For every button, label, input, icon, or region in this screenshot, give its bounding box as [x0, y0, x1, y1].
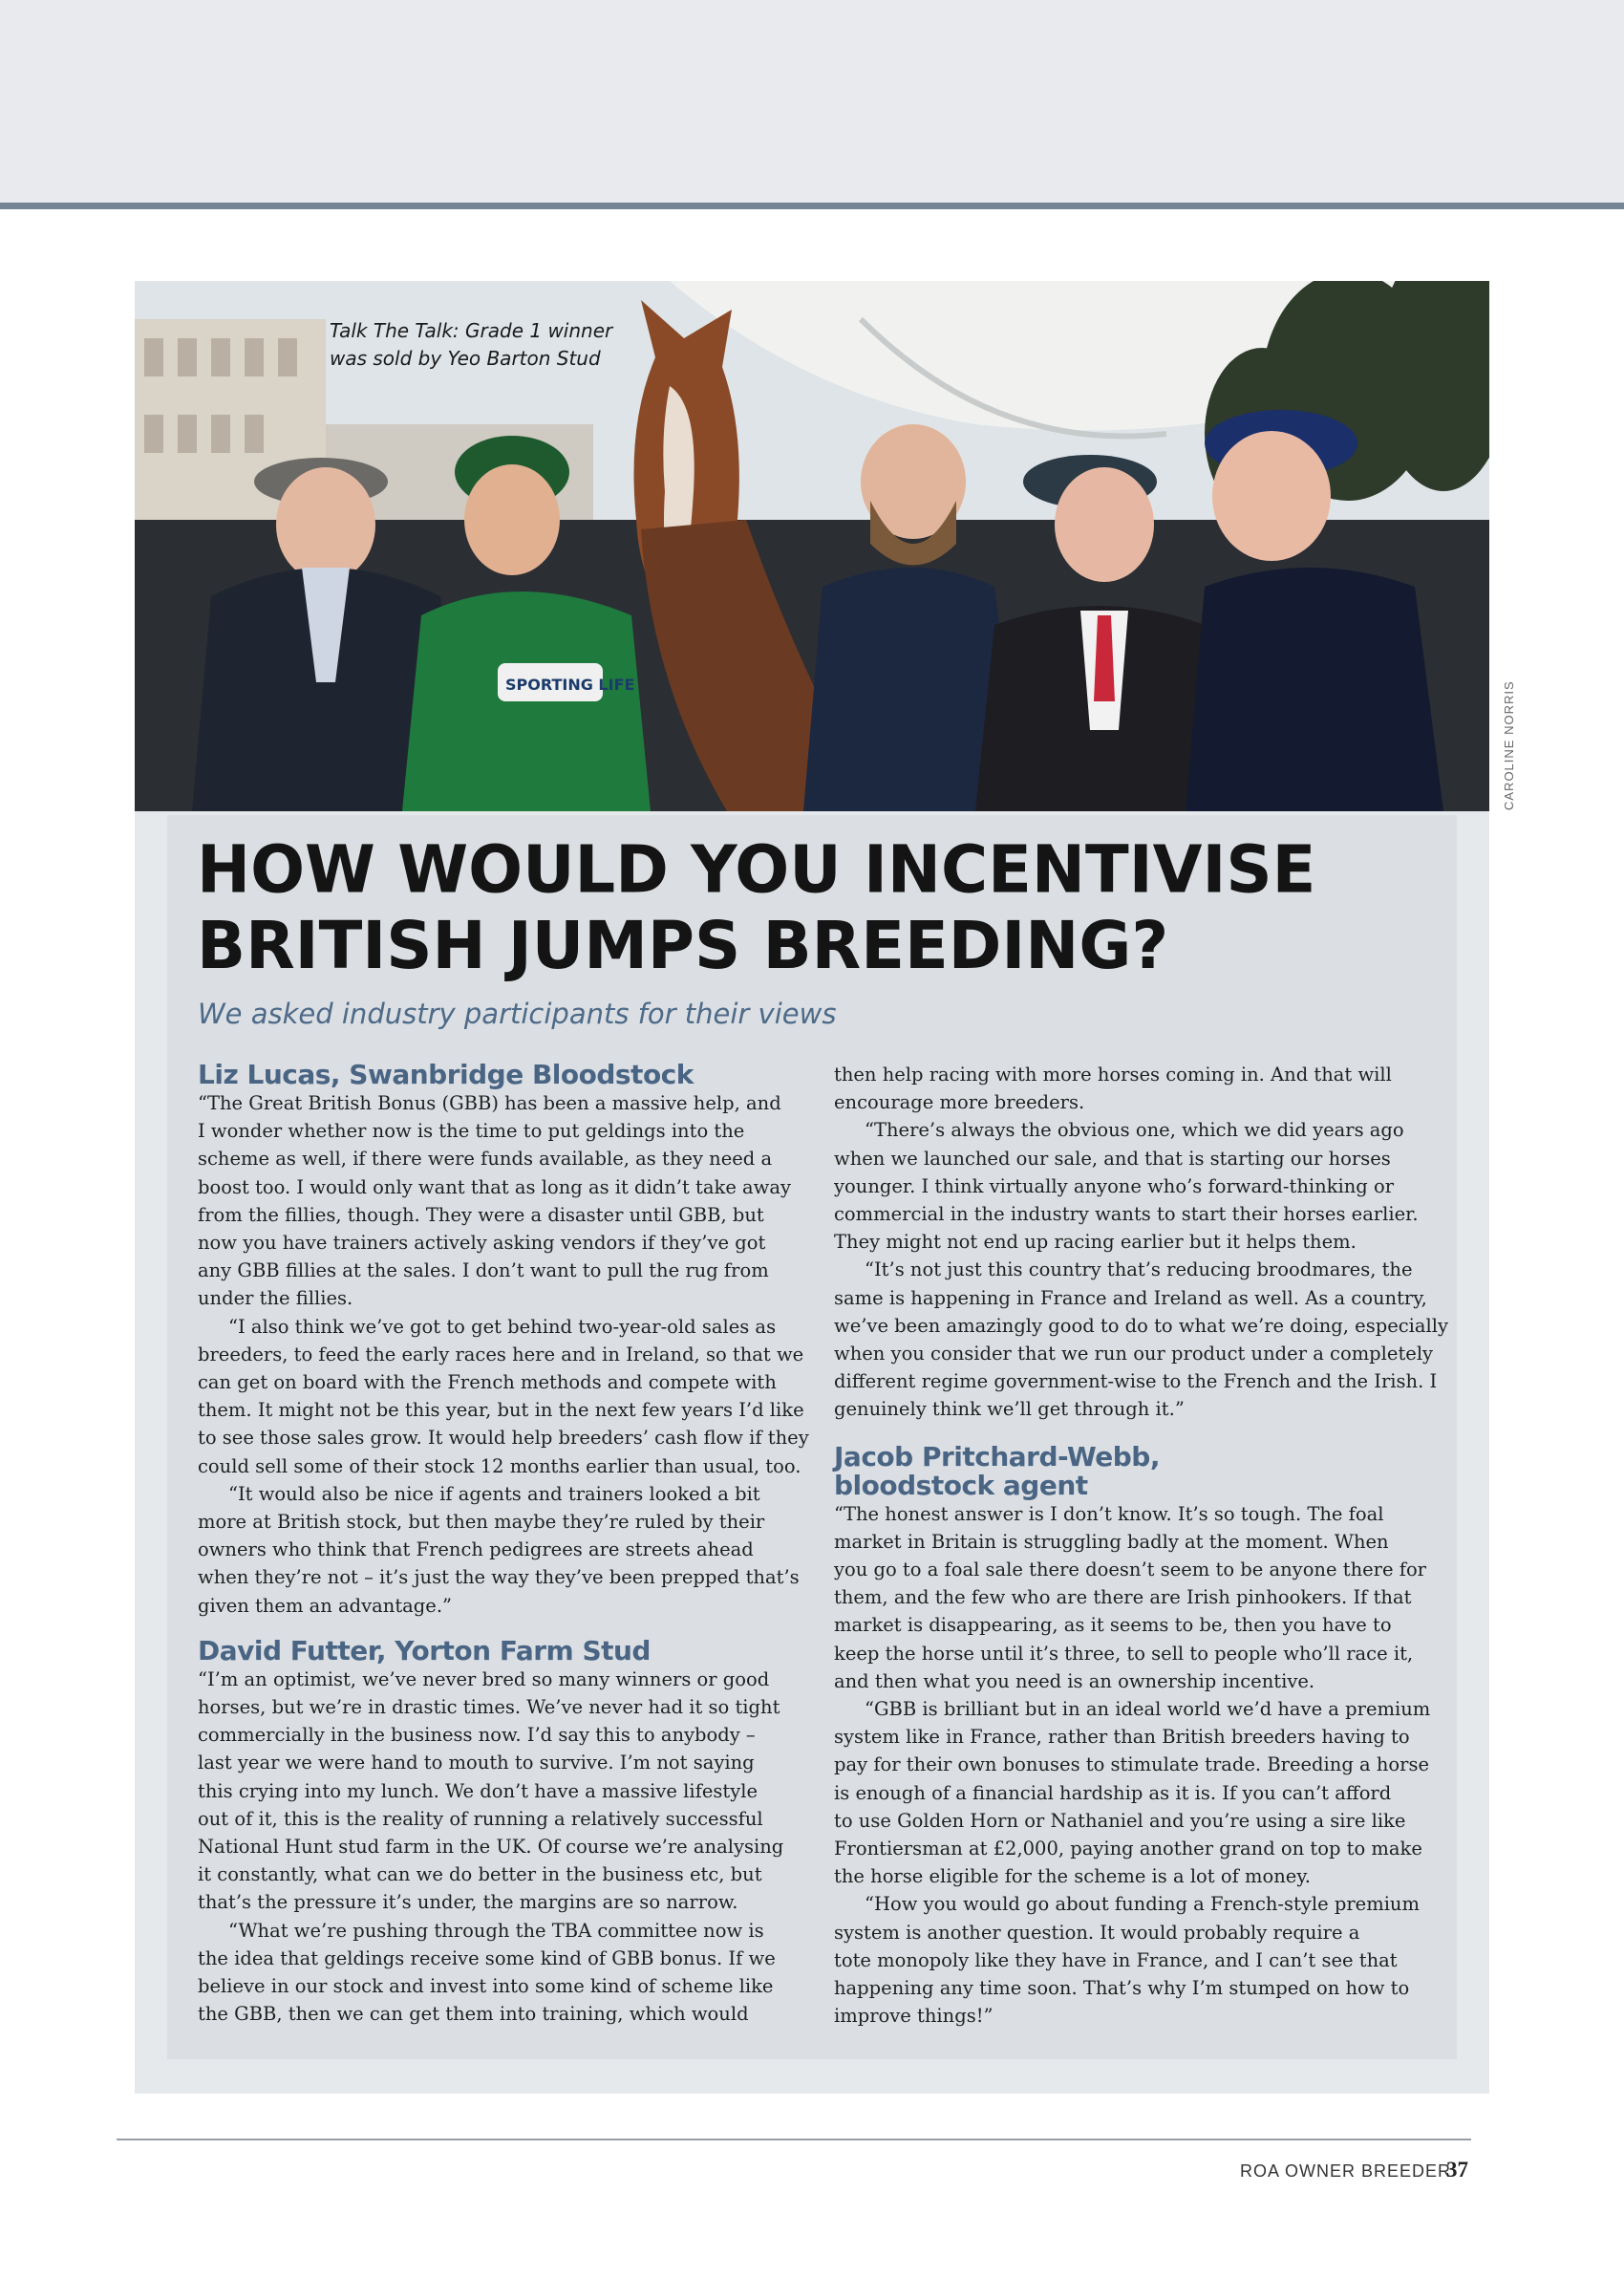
subhead: Liz Lucas, Swanbridge Bloodstock: [198, 1059, 694, 1090]
text-line: market in Britain is struggling badly at the moment. When: [834, 1530, 1389, 1553]
headline: [197, 831, 1458, 983]
text-line: you go to a foal sale there doesn’t seem to be anyone there for: [834, 1559, 1427, 1581]
text-line: is enough of a financial hardship as it is. If you can’t afford: [834, 1781, 1392, 1804]
text-line: when we launched our sale, and that is starting our horses: [834, 1147, 1391, 1170]
text-line: “It’s not just this country that’s reducing broodmares, the: [865, 1258, 1413, 1281]
subhead: Jacob Pritchard-Webb,: [834, 1440, 1160, 1473]
text-line: pay for their own bonuses to stimulate trade. Breeding a horse: [834, 1753, 1430, 1776]
text-line: “There’s always the obvious one, which we did years ago: [865, 1119, 1404, 1142]
text-line: Frontiersman at £2,000, paying another grand on top to make: [834, 1838, 1422, 1860]
publication-name: ROA OWNER BREEDER: [1240, 2161, 1452, 2181]
text-line: “I also think we’ve got to get behind two-year-old sales as: [228, 1315, 777, 1338]
text-line: that’s the pressure it’s under, the margins are so narrow.: [198, 1891, 738, 1914]
text-line: them. It might not be this year, but in the next few years I’d like: [198, 1399, 804, 1422]
text-line: market is disappearing, as it seems to be, then you have to: [834, 1614, 1392, 1637]
text-line: the idea that geldings receive some kind of GBB bonus. If we: [198, 1946, 776, 1969]
text-line: more at British stock, but then maybe they’re ruled by their: [198, 1511, 765, 1534]
text-line: to see those sales grow. It would help breeders’ cash flow if they: [198, 1427, 809, 1450]
headline-line: BRITISH JUMPS BREEDING?: [197, 908, 1169, 984]
text-line: system is another question. It would probably require a: [834, 1921, 1360, 1944]
text-line: I wonder whether now is the time to put geldings into the: [198, 1120, 745, 1143]
text-line: “I’m an optimist, we’ve never bred so many winners or good: [198, 1667, 770, 1690]
silks-text: SPORTING LIFE: [505, 676, 635, 694]
text-line: scheme as well, if there were funds available, as they need a: [198, 1148, 773, 1171]
standfirst: We asked industry participants for their views: [198, 998, 837, 1030]
subhead: bloodstock agent: [834, 1469, 1088, 1501]
text-line: tote monopoly like they have in France, and I can’t see that: [834, 1948, 1398, 1971]
headline-line: HOW WOULD YOU INCENTIVISE: [197, 831, 1316, 908]
photo-caption: [330, 317, 654, 373]
text-line: and then what you need is an ownership incentive.: [834, 1669, 1315, 1692]
top-margin-band: [0, 0, 1624, 203]
text-line: then help racing with more horses coming in. And that will: [834, 1064, 1392, 1086]
text-line: we’ve been amazingly good to do to what we’re doing, especially: [834, 1314, 1449, 1337]
text-line: breeders, to feed the early races here and in Ireland, so that we: [198, 1343, 804, 1365]
right-column: [834, 1061, 1449, 2031]
text-line: encourage more breeders.: [834, 1091, 1085, 1114]
text-line: it constantly, what can we do better in the business etc, but: [198, 1863, 762, 1886]
text-line: when you consider that we run our product under a completely: [834, 1343, 1434, 1365]
top-rule: [0, 203, 1624, 209]
text-line: younger. I think virtually anyone who’s forward-thinking or: [834, 1174, 1395, 1197]
text-line: genuinely think we’ll get through it.”: [834, 1398, 1185, 1421]
text-line: improve things!”: [834, 2005, 994, 2028]
caption-line: Talk The Talk: Grade 1 winner: [330, 319, 613, 342]
text-line: the GBB, then we can get them into training, which would: [198, 2003, 749, 2026]
text-line: out of it, this is the reality of running a relatively successful: [198, 1807, 763, 1830]
photo-credit: CAROLINE NORRIS: [1502, 680, 1516, 810]
text-line: National Hunt stud farm in the UK. Of course we’re analysing: [198, 1836, 784, 1859]
text-line: “How you would go about funding a French-style premium: [865, 1893, 1420, 1916]
text-line: owners who think that French pedigrees are streets ahead: [198, 1538, 754, 1561]
text-line: keep the horse until it’s three, to sell to people who’ll race it,: [834, 1642, 1414, 1665]
text-line: system like in France, rather than British breeders having to: [834, 1726, 1410, 1749]
text-line: them, and the few who are there are Irish pinhookers. If that: [834, 1586, 1412, 1609]
text-line: “What we’re pushing through the TBA committee now is: [228, 1919, 764, 1942]
text-line: They might not end up racing earlier but it helps them.: [834, 1231, 1357, 1254]
text-line: boost too. I would only want that as long as it didn’t take away: [198, 1175, 792, 1198]
text-line: last year we were hand to mouth to survive. I’m not saying: [198, 1752, 755, 1774]
text-line: same is happening in France and Ireland as well. As a country,: [834, 1286, 1427, 1309]
subhead: David Futter, Yorton Farm Stud: [198, 1634, 651, 1666]
text-line: “The Great British Bonus (GBB) has been a massive help, and: [198, 1092, 781, 1114]
text-line: when they’re not – it’s just the way they’ve been prepped that’s: [198, 1566, 800, 1589]
text-line: this crying into my lunch. We don’t have a massive lifestyle: [198, 1779, 759, 1802]
left-column: [198, 1061, 809, 2029]
text-line: to use Golden Horn or Nathaniel and you’re using a sire like: [834, 1809, 1406, 1832]
text-line: any GBB fillies at the sales. I don’t want to pull the rug from: [198, 1259, 769, 1282]
text-line: happening any time soon. That’s why I’m stumped on how to: [834, 1977, 1410, 2000]
caption-line: was sold by Yeo Barton Stud: [330, 347, 601, 370]
text-line: given them an advantage.”: [198, 1594, 453, 1617]
text-line: “The honest answer is I don’t know. It’s so tough. The foal: [834, 1502, 1384, 1525]
text-line: horses, but we’re in drastic times. We’ve never had it so tight: [198, 1696, 780, 1719]
text-line: now you have trainers actively asking vendors if they’ve got: [198, 1232, 766, 1255]
page-number: 37: [1446, 2158, 1468, 2182]
footer-rule: [117, 2139, 1471, 2140]
text-line: could sell some of their stock 12 months earlier than usual, too.: [198, 1454, 801, 1477]
text-line: commercial in the industry wants to start their horses earlier.: [834, 1203, 1419, 1226]
text-line: “GBB is brilliant but in an ideal world we’d have a premium: [865, 1698, 1431, 1721]
text-line: can get on board with the French methods and compete with: [198, 1371, 777, 1394]
text-line: believe in our stock and invest into some kind of scheme like: [198, 1975, 774, 1998]
text-line: the horse eligible for the scheme is a lot of money.: [834, 1865, 1311, 1888]
text-line: commercially in the business now. I’d say this to anybody –: [198, 1724, 756, 1747]
text-line: from the fillies, though. They were a disaster until GBB, but: [198, 1203, 764, 1226]
text-line: different regime government-wise to the French and the Irish. I: [834, 1370, 1438, 1393]
text-line: “It would also be nice if agents and trainers looked a bit: [228, 1482, 760, 1505]
text-line: under the fillies.: [198, 1287, 353, 1310]
